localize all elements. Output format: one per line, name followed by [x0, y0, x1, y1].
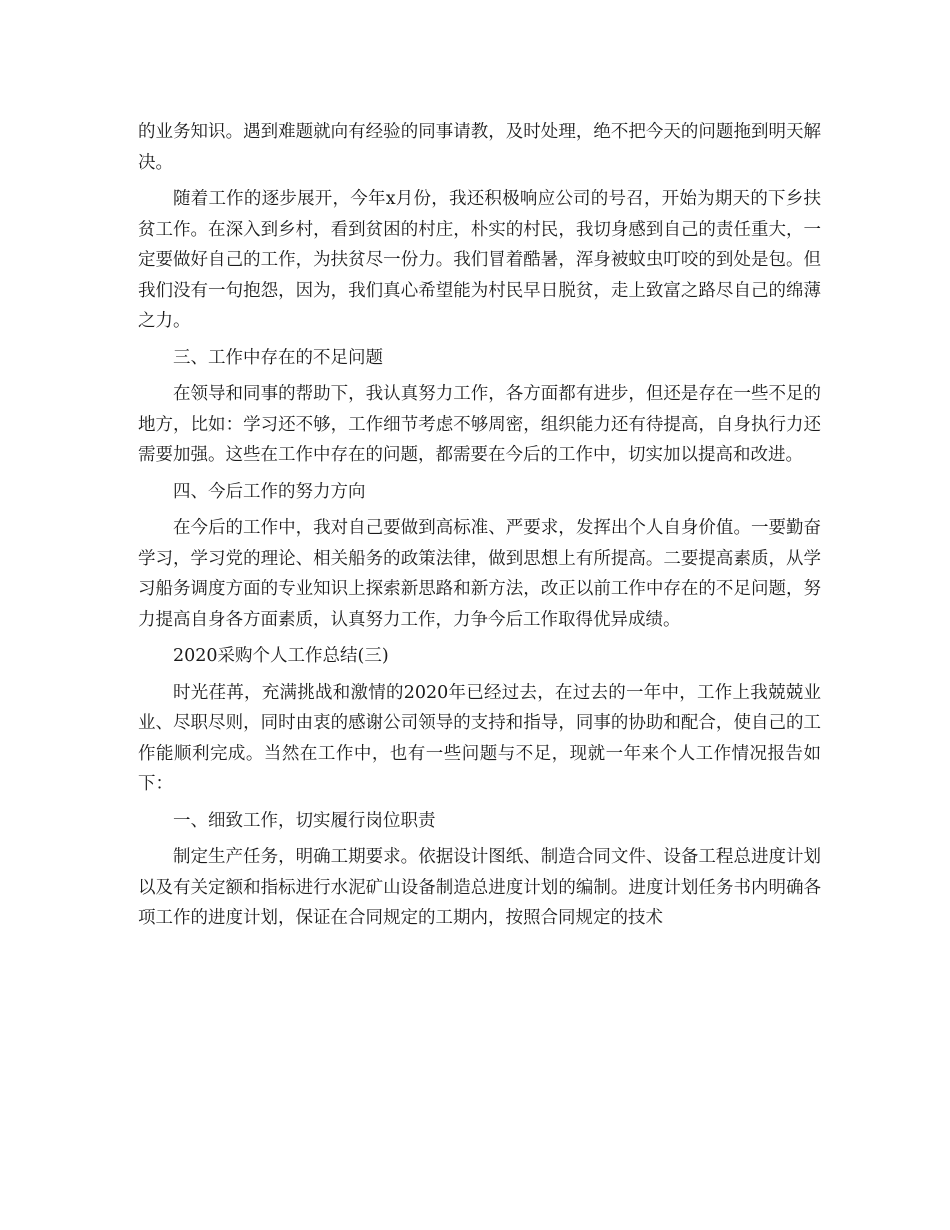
paragraph-3: 在领导和同事的帮助下，我认真努力工作，各方面都有进步，但还是存在一些不足的地方，比如：学习还不够，工作细节考虑不够周密，组织能力还有待提高，自身执行力还需要加强。这些在工作中存在的问题，都需要在今后的工作中，切实加以提高和改进。: [138, 384, 821, 465]
section-heading-3: 三、工作中存在的不足问题: [173, 347, 383, 368]
paragraph-1: 的业务知识。遇到难题就向有经验的同事请教，及时处理，绝不把今天的问题拖到明天解决。: [138, 122, 821, 173]
section-heading-1: 一、细致工作，切实履行岗位职责: [173, 810, 436, 831]
paragraph-4: 在今后的工作中，我对自己要做到高标准、严要求，发挥出个人自身价值。一要勤奋学习，学习党的理论、相关船务的政策法律，做到思想上有所提高。二要提高素质，从学习船务调度方面的专业知识上探索新思路和新方法，改正以前工作中存在的不足问题，努力提高自身各方面素质，认真努力工作，力争今后工作取得优异成绩。: [138, 518, 821, 630]
paragraph-2: 随着工作的逐步展开，今年x月份，我还积极响应公司的号召，开始为期天的下乡扶贫工作。在深入到乡村，看到贫困的村庄，朴实的村民，我切身感到自己的责任重大，一定要做好自己的工作，为扶贫尽一份力。我们冒着酷暑，浑身被蚊虫叮咬的到处是包。但我们没有一句抱怨，因为，我们真心希望能为村民早日脱贫，走上致富之路尽自己的绵薄之力。: [138, 189, 821, 331]
paragraph-6: 制定生产任务，明确工期要求。依据设计图纸、制造合同文件、设备工程总进度计划以及有关定额和指标进行水泥矿山设备制造总进度计划的编制。进度计划任务书内明确各项工作的进度计划，保证在合同规定的工期内，按照合同规定的技术: [138, 847, 821, 928]
section-heading-4: 四、今后工作的努力方向: [173, 481, 366, 502]
paragraph-5: 时光荏苒，充满挑战和激情的2020年已经过去，在过去的一年中，工作上我兢兢业业、尽职尽则，同时由衷的感谢公司领导的支持和指导，同事的协助和配合，使自己的工作能顺利完成。当然在工作中，也有一些问题与不足，现就一年来个人工作情况报告如下：: [138, 682, 821, 794]
document-body: [138, 117, 821, 940]
document-title-part-3: 2020采购个人工作总结(三): [173, 646, 389, 666]
